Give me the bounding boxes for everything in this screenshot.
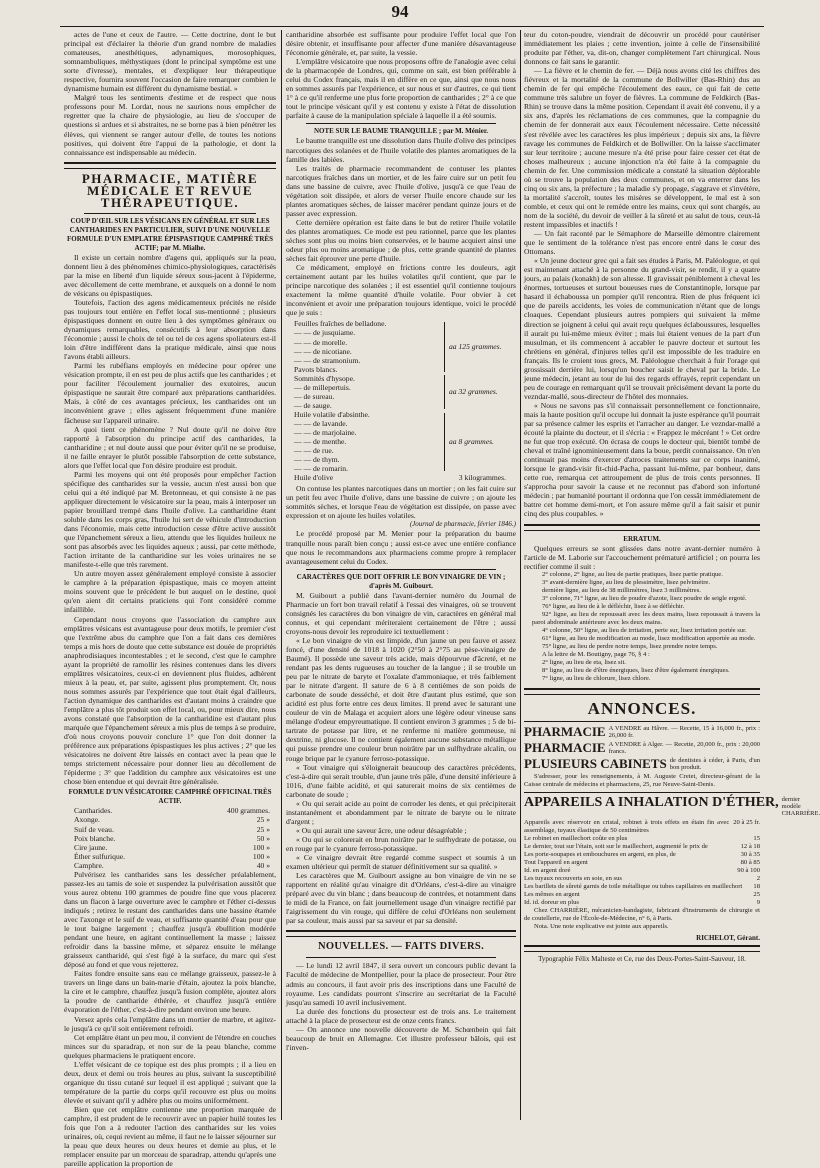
recipe-line: — — de nicotiane. <box>294 346 352 356</box>
price-value: 80 à 85 <box>740 858 760 866</box>
advert-text: A VENDRE au Hâvre. — Recette, 15 à 16,000 fr., prix : 26,000 fr. <box>608 724 760 739</box>
formula-row <box>64 852 276 861</box>
price-item: Les barillets de sûreté garnis de toile métallique ou tubes capillaires en maillechort <box>524 882 743 890</box>
price-row <box>524 843 760 851</box>
advert-heading: PHARMACIE <box>524 739 606 755</box>
errata-item: 3° colonne, 71° ligne, au lieu de poudre d'azote, lisez poudre de seigle ergoté. <box>542 594 747 602</box>
paragraph: — On annonce une nouvelle découverte de M. Schœnbein qui fait beaucoup de bruit en Allemagne. Cet illustre professeur bâlois, qui est l'inven- <box>286 1024 516 1052</box>
paragraph: On contuse les plantes narcotiques dans un mortier ; on les fait cuire sur un petit feu avec l'huile d'olive, dans une bassine de cuivre ; on ajoute les sommités sèches, et lorsque l'eau de végétation est dissipée, on passe avec expression et on ajoute les huiles volatiles. <box>286 484 516 521</box>
advert-heading: PLUSIEURS CABINETS <box>524 755 667 771</box>
paragraph: — Le lundi 12 avril 1847, il sera ouvert un concours public devant la Faculté de médecine de Montpellier, pour la place de prosecteur. Pour être admis au concours, il faut avoir pris des inscriptions dans une Faculté de royaume. Les candidats pourront s'inscrire au secrétariat de la Faculté jusqu'au samedi 10 avril inclusivement. <box>286 961 516 1007</box>
price-row <box>524 859 760 867</box>
paragraph: — La fièvre et le chemin de fer. — Déjà nous avons cité les chiffres des fiévreux et la mortalité de la commune de Bollwiller (Bas-Rhin) dus au chemin de fer qui empêche l'écoulement des eaux, ce qui fait de cette commune très salubre un foyer de fièvres. La commune de Feldkirch (Bas-Rhin) se trouve dans la même position. Cependant il avait été convenu, il y a six ans, d'après les réclamations de ces communes, que la compagnie du chemin de fer donnerait aux eaux l'écoulement nécessaire. Cette nécessité s'est révélée avec les caractères les plus impérieux ; depuis six ans, la fièvre ravage les communes de Feldkirch et de Bollwiller. On la laisse s'acclimater sur leur territoire ; aucune mesure n'a été prise pour faire cesser cet état de choses malheureux ; aucune injonction n'a été faite à la compagnie du chemin de fer. Une commission médicale a constaté la situation déplorable où se trouve la population des deux communes, et on va enterrer dans les cinq ou six ans, la préfecture ; la maladie s'y propage, s'aggrave et s'invétère, la mortalité s'accroît, toutes les misères se développent, le mal est à son comble, et ceux qui ont le remède entre les mains, ceux qui sont chargés, au nom de la société, du devoir de veiller à la sûreté et au salut de tous, ceux-là restent impassibles et inactifs ! <box>524 66 760 229</box>
paragraph: Faites fondre ensuite sans eau ce mélange graisseux, passez-le à travers un linge dans un bain-marie d'étain, ajoutez la poix blanche, la cire et le camphre, chauffez jusqu'à fusion complète, ajoutez alors la poudre de cantharide éthérée, et chauffez jusqu'à entière évaporation de l'éther, c'est-à-dire pendant environ une heure. <box>64 969 276 1015</box>
divider <box>306 123 496 124</box>
errata-list <box>524 571 760 683</box>
price-row <box>524 851 760 859</box>
price-list <box>524 819 760 907</box>
recipe-group <box>294 410 516 473</box>
price-value: 30 à 35 <box>740 850 760 858</box>
ingredient-qty: 100 » <box>252 842 270 852</box>
advert <box>524 757 760 771</box>
advert-heading: PHARMACIE <box>524 723 606 739</box>
ingredient-name: Éther sulfurique. <box>74 851 126 861</box>
imprint: Typographie Félix Malteste et Ce, rue des Deux-Portes-Saint-Sauveur, 18. <box>538 954 746 963</box>
paragraph: « Nous ne savons pas s'il connaissait personnellement ce fonctionnaire, mais la haute position qu'il occupe lui donnait la juste espérance qu'il pourrait par sa présence calmer les esprits et l'arracher au danger. Le vezndar-mallé a écouté la plainte du docteur, et il s'écria : « Frappez le mécréant ! » Cet ordre ne fut que trop exécuté. On écrasa de coups le docteur qui, bientôt tombé de cheval et traîné ignominieusement dans la boue, perdit connaissance. On n'en continuait pas moins d'exercer d'atroces traitements sur ce corps inanimé, lorsque le grand-visir fit-chid-Pacha, passant lui-même, par bonheur, dans cette rue, remarqua cet attroupement de plus de trois cents personnes. Il s'approcha pour savoir la cause et ne reconnut pas d'abord son infortuné médecin ; par humanité pourtant il ordonna que l'on cessât immédiatement de battre cet homme demi-mort, et l'on assure même qu'il a fait saisir et punir cinq des plus coupables. » <box>524 400 760 519</box>
paragraph: Ce médicament, employé en frictions contre les douleurs, agit certainement autant par les huiles volatiles qu'il contient, que par le principe narcotique des solanées ; il est essentiel qu'il contienne toujours exactement la même quantité d'huile volatile. Pour obvier à cet inconvénient et avoir une préparation toujours identique, voici le procédé que je suis : <box>286 263 516 318</box>
errata-item: 2° colonne, 2° ligne, au lieu de partie pratiques, lisez partie pratique. <box>542 570 723 578</box>
price-item: Les tuyaux recouverts en soie, en sus <box>524 874 622 882</box>
price-value: 90 à 100 <box>737 866 760 874</box>
recipe-line: Sommités d'hysope. <box>294 373 355 383</box>
recipe-line: Feuilles fraîches de belladone. <box>294 319 387 329</box>
divider <box>524 792 760 793</box>
paragraph: Les traités de pharmacie recommandent de contuser les plantes narcotiques fraîches dans un mortier, et de les faire cuire sur un petit feu dans une bassine de cuivre, avec l'huile d'olive, jusqu'à ce que l'eau de végétation soit dissipée, et alors de verser l'huile encore chaude sur les plantes aromatiques sèches, de laisser macérer pendant quinze jours et de passer avec expression. <box>286 163 516 218</box>
recipe <box>294 319 516 482</box>
paragraph: Parmi les rubéfians employés en médecine pour opérer une vésication prompte, il en est peu de plus actifs que les cantharides ; et pour faciliter l'écoulement journalier des exutoires, aucun épispastique ne saurait être comparé aux préparations cantharidées. Mais, à côté de ces avantages précieux, les cantharides ont un inconvénient grave ; elles agissent fréquemment d'une manière fâcheuse sur l'appareil urinaire. <box>64 361 276 425</box>
paragraph: Bien que cet emplâtre contienne une proportion marquée de camphre, il est prudent de le recouvrir avec un papier huilé toutes les fois que l'on a à redouter l'action des cantharides sur les voies urinaires, où, cequi revient au même, il faut ne le laisser séjourner sur la peau que deux heures ou deux heures et demie au plus, et le remplacer ensuite par un morceau de sparadrap, attendu qu'après une pareille application la proportion de <box>64 1104 276 1168</box>
ingredient-name: Cire jaune. <box>74 842 108 852</box>
errata-item: dernière ligne, au lieu de 38 millimètres, lisez 3 millimètres. <box>542 586 701 594</box>
advert <box>524 794 820 817</box>
recipe-group <box>294 374 516 410</box>
section-divider <box>524 688 760 695</box>
divider <box>306 957 496 958</box>
brace <box>444 322 445 372</box>
formula-row <box>64 815 276 824</box>
paragraph: — Un fait raconté par le Sémaphore de Marseille démontre clairement que le sentiment de la tolérance n'est pas encore entré dans le cœur des Ottomans. <box>524 229 760 257</box>
price-value: 18 <box>753 882 760 890</box>
ingredient-qty: 25 » <box>256 815 270 825</box>
recipe-line: — — de lavande. <box>294 418 348 428</box>
price-value: 15 <box>753 834 760 842</box>
header-rule <box>60 26 764 27</box>
ingredient-name: Cantharides. <box>74 806 113 816</box>
price-value: 12 à 18 <box>740 842 760 850</box>
price-row <box>524 883 760 891</box>
column-2 <box>286 30 516 1120</box>
price-value: 25 <box>753 890 760 898</box>
divider <box>524 721 760 722</box>
formula-title: FORMULE D'UN VÉSICATOIRE CAMPHRÉ OFFICINAL TRÈS ACTIF. <box>68 788 272 806</box>
advert <box>524 741 760 755</box>
formula-list <box>64 806 276 869</box>
paragraph: Toutefois, l'action des agens médicamenteux précités ne réside pas toujours tout entière en l'effet local sus-mentionné ; plusieurs épispastiques donnent en outre lieu à des symptômes généraux ou dynamiques remarquables, consécutifs à leur absorption dans l'économie ; aussi le choix de tel ou tel de ces agens spoliateurs est-il loin d'être indifférent dans la pratique médicale, ainsi que nous l'avons établi ailleurs. <box>64 297 276 362</box>
recipe-line: — — de jusquiame. <box>294 328 356 338</box>
price-item: Id. en argent doré <box>524 866 571 874</box>
paragraph: L'emplâtre vésicatoire que nous proposons offre de l'analogie avec celui de la pharmacopée de Londres, qui, comme on sait, est bien préférable à celui du Codex français, mais il en diffère en ce que, ainsi que nous nous en sommes assurés par l'expérience, et sur nous et sur d'autres, ce qui tient 1° à ce qu'il renferme une plus forte proportion de cantharides ; 2° à ce que tout le principe vésicant qu'il y est contenu y existe à l'état de dissolution parfaite à cause de la manipulation spéciale à laquelle il a été soumis. <box>286 57 516 121</box>
formula-row <box>64 806 276 815</box>
recipe-line: — — de thym. <box>294 455 340 465</box>
price-item: Le robinet en maillechort coûte en plus <box>524 834 628 842</box>
paragraph: cantharidine absorbée est suffisante pour produire l'effet local que l'on désire obtenir, et insuffisante pour affecter d'une manière désavantageuse l'économie générale, et, par suite, la vessie. <box>286 30 516 58</box>
recipe-line: — de sureau. <box>294 391 335 401</box>
formula-row <box>64 843 276 852</box>
price-row <box>524 835 760 843</box>
recipe-oil: Huile d'olive <box>294 473 334 483</box>
footer-divider <box>524 945 760 952</box>
advert-heading: APPAREILS A INHALATION D'ÉTHER, <box>524 794 779 810</box>
errata-item: 4° colonne, 50° ligne, au lieu de irritation, perte sur, lisez irritation portée sur. <box>542 626 747 634</box>
advert-text: de dentistes à céder, à Paris, d'un bon produit. <box>669 756 760 771</box>
section-title: NOUVELLES. — FAITS DIVERS. <box>317 941 485 953</box>
paragraph: Le procédé proposé par M. Menier pour la préparation du baume tranquille nous paraît bien conçu ; aussi est-ce avec une entière confiance que nous le recommandons aux pharmaciens comme propre à remplacer avantageusement celui du Codex. <box>286 529 516 566</box>
section-divider <box>524 524 760 531</box>
paragraph: M. Guibourt a publié dans l'avant-dernier numéro du Journal de Pharmacie un fort bon travail relatif à l'essai des vinaigres, où se trouvent consignés les caractères du bon vinaigre de vin, caractères en général mal connus, et qui cependant mériteraient certainement de l'être ; aussi croyons-nous devoir les reproduire ici textuellement : <box>286 590 516 636</box>
recipe-line: — — de stramonium. <box>294 355 361 365</box>
advert-tag: dernier modèle CHARRIÈRE. <box>781 795 820 817</box>
errata-item: 92° ligne, au lieu de repoussait avec les deux mains, lisez repoussait à travers la paroi abdominale antérieure avec les deux mains. <box>532 610 760 626</box>
paragraph: Versez après cela l'emplâtre dans un mortier de marbre, et agitez-le jusqu'à ce qu'il soit entièrement refroidi. <box>64 1014 276 1033</box>
paragraph: Les caractères que M. Guibourt assigne au bon vinaigre de vin ne se rapportent en réalité qu'au vinaigre dit d'Orléans, c'est-à-dire au vinaigre préparé avec du vin blanc ; dans beaucoup de contrées, et notamment dans le midi de la France, on fait journellement usage d'un vinaigre rectifié par l'aigrissement du vin rouge, qui diffère de celui d'Orléans non seulement par sa couleur, mais aussi par sa saveur et par sa densité. <box>286 871 516 926</box>
recipe-line <box>294 473 516 482</box>
price-item: Les porte-soupapes et embouchures en argent, en plus, de <box>524 850 676 858</box>
recipe-line: Huile volatile d'absinthe. <box>294 409 370 419</box>
brace <box>444 375 445 409</box>
recipe-group <box>294 319 516 373</box>
price-row <box>524 875 760 883</box>
price-row <box>524 819 760 835</box>
errata-item: 8° ligne, au lieu de d'être énergiques, lisez d'être également énergiques. <box>542 666 730 674</box>
paragraph: actes de l'une et ceux de l'autre. — Cette doctrine, dont le but principal est d'éclairer la théorie d'un grand nombre de maladies comateuses, anesthétiques, adynamiques, morosophiques, somnambuliques, méthystiques (dont le principal symptôme est une sorte d'ivresse), mentales, et d'expliquer leur thérapeutique respective, fournira souvent l'occasion de faire remarquer combien le dynamisme humain est différent du dynamisme bestial. » <box>64 30 276 94</box>
price-item: Id. id. doreur en plus <box>524 898 579 906</box>
recipe-line: — — de romarin. <box>294 464 348 474</box>
column-3 <box>524 30 820 1120</box>
formula-row <box>64 861 276 870</box>
price-row <box>524 891 760 899</box>
recipe-line: Pavots blancs. <box>294 364 338 374</box>
paragraph: teur du coton-poudre, viendrait de découvrir un procédé pour cautériser immédiatement les plaies ; cette invention, jointe à celle de l'insensibilité produite par l'éther, va, dit-on, changer complètement l'art chirurgical. Nous donnons ce fait sans le garantir. <box>524 30 760 67</box>
paragraph: Cependant nous croyons que l'association du camphre aux emplâtres vésicans est avantageuse pour deux motifs, le premier c'est que l'extrême abus du camphre que l'on a fait dans ces dernières temps a mis hors de doute que cette substance est douée de propriétés anaphrodisiaques incontestables ; et le second, c'est que le camphre ayant la propriété de ramollir les résines contenues dans les divers emplâtres vésicatoires, ceux-ci en deviennent plus fluides, adhèrent mieux à la peau, et, par suite, agissent plus promptement. Or, nous nous sommes assurés par l'expérience que tout était égal d'ailleurs, l'action dynamique des cantharides est d'autant moins à craindre que l'emplâtre a plus tôt produit son effet local, ou, pour mieux dire, nous avons constaté que l'absorption de la cantharidine est d'autant plus marquée que l'épanchement séreux a mis plus de temps à se produire, d'où nous croyons pouvoir conclure 1° que l'on doit donner la préférence aux préparations épispastiques les plus actives ; 2° que les vésicatoires ne doivent être laissés en contact avec la peau que le temps strictement nécessaire pour donner lieu au décollement de l'épiderme ; 3° que l'addition du camphre aux vésicatoires est une chose bien entendue et qui devrait être généralisée. <box>64 614 276 787</box>
ingredient-qty: 25 » <box>256 824 270 834</box>
section-divider <box>64 162 276 169</box>
paragraph: Quelques erreurs se sont glissées dans notre avant-dernier numéro à l'article de M. Laborie sur l'accouchement prématuré artificiel ; on pourra les rectifier comme il suit : <box>524 543 760 571</box>
advert-note: S'adresser, pour les renseignements, à M. Auguste Cretet, directeur-gérant de la Caisse centrale de médecins et pharmaciens, 25, rue Neuve-Saint-Denis. <box>524 772 760 788</box>
ingredient-name: Axonge. <box>74 815 100 825</box>
paragraph: Parmi les moyens qui ont été proposés pour empêcher l'action spécifique des cantharides sur la vessie, aucun n'est aussi bon que celui qui a été indiqué par M. Bretonneau, et qui consiste à ne pas appliquer directement le vésicatoire sur la peau, mais à interposer un papier brouillard trempé dans l'huile d'olive. La cantharidine étant soluble dans les corps gras, l'huile lui sert de véhicule d'introduction dans l'économie, mais cette introduction cesse d'être active aussitôt que l'épanchement séreux a lieu, attendu que les liquides huileux ne sont pas absorbés avec les liquides aqueux ; aussi, par cette méthode, l'action irritante de la cantharidine sur les voies urinaires ne se manifeste-t-elle que très rarement. <box>64 469 276 570</box>
advert-text: A VENDRE à Alger. — Recette, 20,000 fr., prix : 20,000 francs. <box>608 740 760 755</box>
price-item: Tout l'appareil en argent <box>524 858 588 866</box>
ingredient-name: Poix blanche. <box>74 833 116 843</box>
article-title: COUP D'ŒIL SUR LES VÉSICANS EN GÉNÉRAL ET SUR LES CANTHARIDES EN PARTICULIER, SUIVI D'UNE NOUVELLE FORMULE D'UN EMPLATRE ÉPISPASTIQUE CAMPHRÉ TRÈS ACTIF; par M. Mialhe. <box>67 216 273 252</box>
paragraph: « Ce vinaigre devrait être regardé comme suspect et soumis à un examen ultérieur qui permît de statuer définitivement sur sa qualité. » <box>286 853 516 872</box>
paragraph: « Ou qui se colorerait en brun noirâtre par le sulfhydrate de potasse, ou en rouge par le cyanure ferroso-potassique. <box>286 834 516 853</box>
paragraph: « Ou qui aurait une saveur âcre, une odeur désagréable ; <box>296 825 467 835</box>
paragraph: Le baume tranquille est une dissolution dans l'huile d'olive des principes narcotiques des solanées et de l'huile volatile des plantes aromatiques de la famille des labiées. <box>286 136 516 164</box>
paragraph: « Tout vinaigre qui s'éloignerait beaucoup des caractères précédents, c'est-à-dire qui serait trouble, d'un jaune très pâle, d'une densité inférieure à 1016, d'une faible acidité, et qui saturerait moins de six centièmes de carbonate de soude ; <box>286 762 516 799</box>
errata-item: 7° ligne, au lieu de chlorure, lisez chlore. <box>542 674 651 682</box>
errata-title: ERRATUM. <box>623 534 661 543</box>
price-value: 2 <box>756 874 760 882</box>
recipe-line: — de sauge. <box>294 400 332 410</box>
price-value: 9 <box>756 898 760 906</box>
article-title: NOTE SUR LE BAUME TRANQUILLE ; par M. Ménier. <box>313 127 489 136</box>
paragraph: Cet emplâtre étant un peu mou, il convient de l'étendre en couches minces sur du sparadrap, et non sur de la peau blanche, comme quelques pharmaciens le pratiquent encore. <box>64 1032 276 1060</box>
ingredient-qty: 400 grammes. <box>226 806 270 816</box>
paragraph: Un autre moyen assez généralement employé consiste à associer le camphre à la préparation épispastique, mais ce moyen atteint moins souvent que le précédent le but auquel on le destine, quoi qu'en aient dit certains praticiens qui l'ont considéré comme infaillible. <box>64 569 276 615</box>
errata-item: A la lettre de M. Boutigny, page 76, § 4 : <box>542 650 650 658</box>
paragraph: La durée des fonctions du prosecteur est de trois ans. Le traitement attaché à la place de prosecteur est de onze cents francs. <box>286 1006 516 1025</box>
paragraph: Cette dernière opération est faite dans le but de retirer l'huile volatile des plantes aromatiques. Ce mode est peu rationnel, parce que les plantes sèches sont plus ou moins bien conservées, et le baume acquiert ainsi une odeur plus ou moins aromatique ; de plus, cette grande quantité de plantes sèches fait éprouver une perte d'huile. <box>286 217 516 264</box>
ingredient-name: Suif de veau. <box>74 824 114 834</box>
advert-address: Chez CHARRIÈRE, mécanicien-bandagiste, fabricant d'instruments de chirurgie et de coutellerie, rue de l'École-de-Médecine, n° 6, à Paris. <box>524 906 760 922</box>
advert <box>524 725 760 739</box>
formula-row <box>64 834 276 843</box>
article-title: CARACTÈRES QUE DOIT OFFRIR LE BON VINAIGRE DE VIN ; d'après M. Guibourt. <box>296 572 506 590</box>
recipe-line: — — de marjolaine. <box>294 427 357 437</box>
paragraph: « Un jeune docteur grec qui a fait ses études à Paris, M. Paléologue, et qui est maintenant attaché à la personne du grand-visir, se rendit, il y a quatre jours, au palais (konakh) de son altesse. Il gravissait péniblement à cheval les énormes, tortueuses et surtout boueuses rues de Constantinople, lorsque par hasard il échaboussa un pompier qu'il rencontra. Rien de plus fréquent ici que de pareils accidents, les voies de communication n'étant que de longs cloaques. Cependant plusieurs autres pompiers qui suivaient la même direction se joignent à celui qui avait reçu quelques éclaboussures, lesquelles il aurait pu lui-même mieux éviter ; mais lui étaient venues de la part d'un musulman, et ils commencent à accabler le pauvre docteur et surtout les chrétiens en général, d'injures telles qu'il est impossible de les traduire en français. Ils le croient tous grecs, M. Paléologue cherchait à fuir l'orage qui grossissait derrière lui, lorsqu'un boucher saisit le cheval par la bride. Le jeune médecin, jetant au tour de lui des regards effrayés, reprit cependant un peu de courage en remarquant qu'il se trouvait précisément devant la porte du vezndar-mallé, sous-directeur de l'hôtel des monnaies. <box>524 256 760 401</box>
section-divider <box>286 930 516 937</box>
errata-item: 3° avant-dernière ligne, au lieu de plessimètre, lisez pelvimètre. <box>542 578 710 586</box>
paragraph: « Ou qui serait acide au point de corroder les dents, et qui précipiterait instantanément et abondamment par le nitrate de baryte ou le nitrate d'argent ; <box>286 798 516 826</box>
formula-row <box>64 825 276 834</box>
divider <box>84 213 256 214</box>
ingredient-qty: 40 » <box>256 860 270 870</box>
ingredient-qty: 50 » <box>256 833 270 843</box>
errata-item: 75° ligne, au lieu de perdre notre temps, lisez prendre notre temps. <box>542 642 718 650</box>
divider <box>306 569 496 570</box>
recipe-qty: aa 125 grammes. <box>449 342 502 352</box>
section-title: PHARMACIE, MATIÈRE MÉDICALE ET REVUE THÉRAPEUTIQUE. <box>81 170 259 210</box>
column-divider-1 <box>281 30 282 1120</box>
column-divider-2 <box>520 30 521 1120</box>
paragraph: Pulvérisez les cantharides sans les dessécher préalablement, passez-les au tamis de soie et suspendez la pulvérisation aussitôt que vous aurez obtenu 100 grammes de poudre fine que vous placerez dans un flacon à large ouverture avec le camphre et l'éther ci-dessus indiqués ; retirez le restant des cantharides dans une bassine étamée avec l'axonge et le suif de veau, et suffisante quantité d'eau pour que le tout baigne largement ; chauffez jusqu'à ébullition modérée pendant une heure, en agitant continuellement la masse ; laissez refroidir dans la bassine même, et séparez ensuite le mélange graisseux cantharidé, qui s'est figé à la surface, du marc qui s'est déposé au fond et que vous rejetterez. <box>64 869 276 970</box>
recipe-line: — — de morelle. <box>294 337 348 347</box>
price-row <box>524 899 760 907</box>
recipe-qty: aa 8 grammes. <box>449 437 494 447</box>
paragraph: Malgré tous les sentiments d'estime et de respect que nous professons pour M. Lordat, nous ne saurions nous empêcher de regretter que la chaire de physiologie, au lieu de s'occuper de questions si ardues et si abstraites, ne se borne pas à bien pénétrer les élèves, qui viennent se ranger autour d'elle, de toutes les notions positives, qui doivent être l'appui de la pathologie, et dont la connaissance est indispensable au médecin. <box>64 93 276 157</box>
price-item: Le dernier, tout sur l'étain, soit sur le maillechort, augmenté le prix de <box>524 842 708 850</box>
recipe-line: — — de menthe. <box>294 437 347 447</box>
paragraph: A quoi tient ce phénomène ? Nul doute qu'il ne doive être rapporté à l'absorption du principe actif des cantharides, la cantharidine ; et nul doute aussi que pour éviter qu'il ne se produise, il ne faille enrayer le plutôt possible l'absorption de cette substance, alors que l'effet local que l'on désire produire est produit. <box>64 424 276 470</box>
ingredient-qty: 100 » <box>252 851 270 861</box>
paragraph: L'effet vésicant de ce topique est des plus prompts ; il a lieu en deux, deux et demi ou trois heures au plus, suivant la susceptibilité organique du tissu cutané sur lequel il est appliqué ; suivant que la température de la partie du corps qu'il recouvre est plus ou moins élevée et suivant qu'il y adhère plus ou moins uniformément. <box>64 1059 276 1105</box>
paragraph: Il existe un certain nombre d'agens qui, appliqués sur la peau, donnent lieu à des phénomènes chimico-physiologiques, caractérisés par la mise en liberté d'un liquide séreux sous-jacent à l'épiderme, avec décollement de cette membrane, et auxquels on a donné le nom de vésicans ou épispastiques. <box>64 252 276 298</box>
price-value: 20 à 25 fr. <box>733 818 760 826</box>
brace <box>444 413 445 471</box>
advert-nota: Nota. Une note explicative est jointe aux appareils. <box>534 922 669 930</box>
page-number: 94 <box>391 2 409 21</box>
price-row <box>524 867 760 875</box>
recipe-line: — — de rue. <box>294 446 334 456</box>
gerant-signature: RICHELOT, Gérant. <box>696 933 760 942</box>
paragraph: « Le bon vinaigre de vin est limpide, d'un jaune un peu fauve et assez foncé, d'une densité de 1018 à 1020 (2°50 à 2°75 au pèse-vinaigre de Baumé). Il possède une saveur très acide, mais dépourvue d'âcreté, et ne rendant pas les dents rugueuses au toucher de la langue ; il se trouble un peu par le nitrate de baryte et l'oxalate d'ammoniaque, et très faiblement par le nitrate d'argent. Il sature de 6 à 8 centièmes de son poids de carbonate de soude desséché, et doit être d'autant plus estimé, que son acidité est plus forte entre ces deux limites. Il prend avec le saturant une couleur de vin de Malaga et acquiert alors une légère odeur vineuse sans mélange d'odeur empyreumatique. Il contient environ 3 grammes ; 5 de bi-tartrate de potasse par litre, et ne renferme ni matière gommeuse, ni dextrine, ni glucose. Il ne contient également aucune substance métallique qui puisse prendre une couleur brun noirâtre par un sulfhydrate alcalin, ou rouge brique par le cyanure ferroso-potassique. <box>286 635 516 763</box>
price-item: Appareils avec réservoir en cristal, robinet à trois effets en étain fin avec assemblage, tuyaux élastique de 50 centimètres <box>524 818 730 834</box>
price-item: Les mêmes en argent <box>524 890 580 898</box>
recipe-qty: aa 32 grammes. <box>449 387 498 397</box>
ingredient-name: Camphre. <box>74 860 104 870</box>
source-citation: (Journal de pharmacie, février 1846.) <box>409 520 516 529</box>
annonces-title: ANNONCES. <box>587 698 697 718</box>
column-1 <box>64 30 276 1168</box>
recipe-oil-qty: 3 kilogrammes. <box>458 473 506 483</box>
errata-item: 61° ligne, au lieu de modification au mode, lisez modification apportée au mode. <box>542 634 756 642</box>
errata-item: 76° ligne, au lieu de à le défléchir, lisez à se défléchir. <box>542 602 685 610</box>
errata-item: 2° ligne, au lieu de eta, lisez sit. <box>542 658 626 666</box>
recipe-line: — de millepertuis. <box>294 382 351 392</box>
